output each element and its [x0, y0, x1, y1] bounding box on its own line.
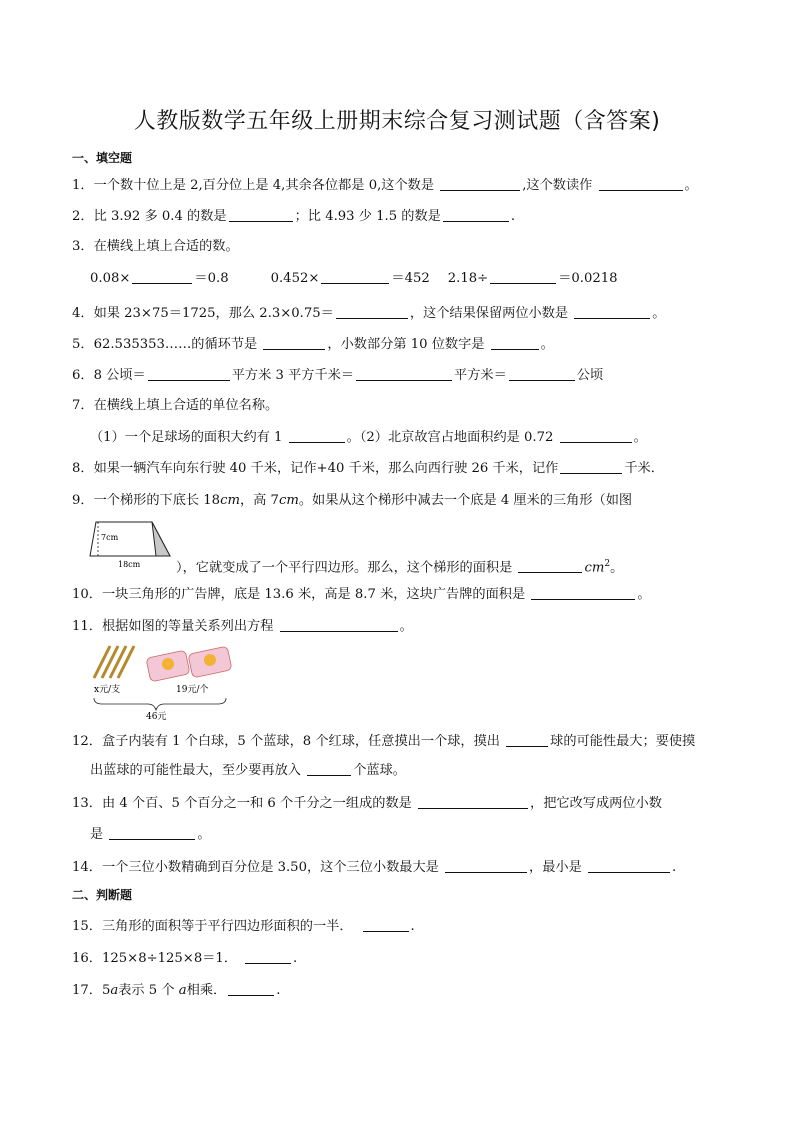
question-13: 13．由 4 个百、5 个百分之一和 6 个千分之一组成的数是 ，把它改写成两位小数: [72, 796, 662, 811]
question-16: 16．125×8÷125×8＝1． .: [72, 951, 298, 966]
blank[interactable]: [518, 558, 582, 573]
question-3-items: 0.08× ＝0.8 0.452× ＝452 2.18÷ ＝0.0218: [90, 271, 618, 286]
equation-figure: [88, 640, 238, 722]
blank[interactable]: [531, 585, 635, 600]
shaded-triangle: [152, 522, 170, 556]
question-12-continued: 出蓝球的可能性最大，至少要再放入 个蓝球。: [90, 763, 406, 778]
blank[interactable]: [418, 794, 528, 809]
question-2: 2．比 3.92 多 0.4 的数是 ；比 4.93 少 1.5 的数是 .: [72, 209, 516, 224]
box-price-label: 19元/个: [176, 685, 209, 695]
blank[interactable]: [228, 981, 274, 996]
base-label: 18cm: [118, 560, 141, 569]
question-11: 11．根据如图的等量关系列出方程 。: [72, 619, 413, 634]
blank[interactable]: [321, 269, 389, 284]
question-8: 8．如果一辆汽车向东行驶 40 千米，记作+40 千米，那么向西行驶 26 千米，记作 千米．: [72, 461, 664, 476]
blank[interactable]: [363, 917, 409, 932]
pencil-box-icon: [146, 646, 232, 682]
blank[interactable]: [263, 335, 325, 350]
question-5: 5．62.535353……的循环节是 ，小数部分第 10 位数字是 。: [72, 337, 554, 352]
blank[interactable]: [445, 858, 527, 873]
question-1: 1．一个数十位上是 2,百分位上是 4,其余各位都是 0,这个数是 ,这个数读作 。: [72, 178, 698, 193]
blank[interactable]: [280, 617, 398, 632]
blank[interactable]: [289, 428, 345, 443]
question-14: 14．一个三位小数精确到百分位是 3.50，这个三位小数最大是 ，最小是 .: [72, 860, 677, 875]
pen-price-label: x元/支: [94, 685, 121, 695]
section-true-false: 二、判断题: [72, 888, 133, 902]
total-brace: [94, 698, 226, 710]
pen: [102, 646, 118, 678]
question-7-items: （1）一个足球场的面积大约有 1 。（2）北京故宫占地面积约是 0.72 。: [90, 430, 647, 445]
section-fill-blank: 一、填空题: [72, 151, 133, 165]
blank[interactable]: [509, 366, 575, 381]
blank[interactable]: [440, 176, 520, 191]
question-3: 3．在横线上填上合适的数。: [72, 239, 239, 254]
pen: [94, 646, 110, 678]
question-15: 15．三角形的面积等于平行四边形面积的一半． .: [72, 919, 415, 934]
pen: [110, 646, 126, 678]
blank[interactable]: [356, 366, 452, 381]
box-decoration: [204, 654, 216, 666]
page-title: 人教版数学五年级上册期末综合复习测试题（含答案): [133, 109, 661, 134]
blank[interactable]: [599, 176, 683, 191]
blank[interactable]: [491, 335, 539, 350]
blank[interactable]: [148, 366, 230, 381]
blank[interactable]: [229, 207, 293, 222]
question-12: 12．盒子内装有 1 个白球，5 个蓝球，8 个红球，任意摸出一个球，摸出 球的可能性最大；要使摸: [72, 734, 696, 749]
question-10: 10．一块三角形的广告牌，底是 13.6 米，高是 8.7 米，这块广告牌的面积是 。: [72, 587, 651, 602]
height-label: 7cm: [101, 533, 119, 542]
question-9: 9．一个梯形的下底长 18cm，高 7cm。如果从这个梯形中减去一个底是 4 厘米的三角形（如图: [72, 493, 633, 508]
pens-icon: [94, 646, 134, 678]
blank[interactable]: [588, 858, 670, 873]
question-7: 7．在横线上填上合适的单位名称。: [72, 398, 279, 413]
blank[interactable]: [307, 761, 351, 776]
blank[interactable]: [132, 269, 192, 284]
pen: [118, 646, 134, 678]
blank[interactable]: [490, 269, 556, 284]
question-4: 4．如果 23×75＝1725，那么 2.3×0.75＝ ，这个结果保留两位小数是 。: [72, 306, 666, 321]
question-9-continued: ），它就变成了一个平行四边形。那么，这个梯形的面积是 $cm^2$。: [176, 559, 624, 576]
blank[interactable]: [560, 459, 622, 474]
blank[interactable]: [574, 304, 650, 319]
total-label: 46元: [146, 712, 167, 722]
question-13-continued: 是 。: [90, 827, 211, 842]
blank[interactable]: [245, 949, 291, 964]
blank[interactable]: [560, 428, 632, 443]
question-6: 6．8 公顷＝ 平方米 3 平方千米＝ 平方米＝ 公顷: [72, 368, 604, 383]
blank[interactable]: [506, 732, 548, 747]
blank[interactable]: [109, 825, 195, 840]
blank[interactable]: [443, 207, 509, 222]
box-decoration: [162, 658, 174, 670]
question-17: 17．5a表示 5 个 a相乘． .: [72, 983, 281, 998]
trapezoid-figure: [86, 518, 180, 572]
blank[interactable]: [336, 304, 408, 319]
